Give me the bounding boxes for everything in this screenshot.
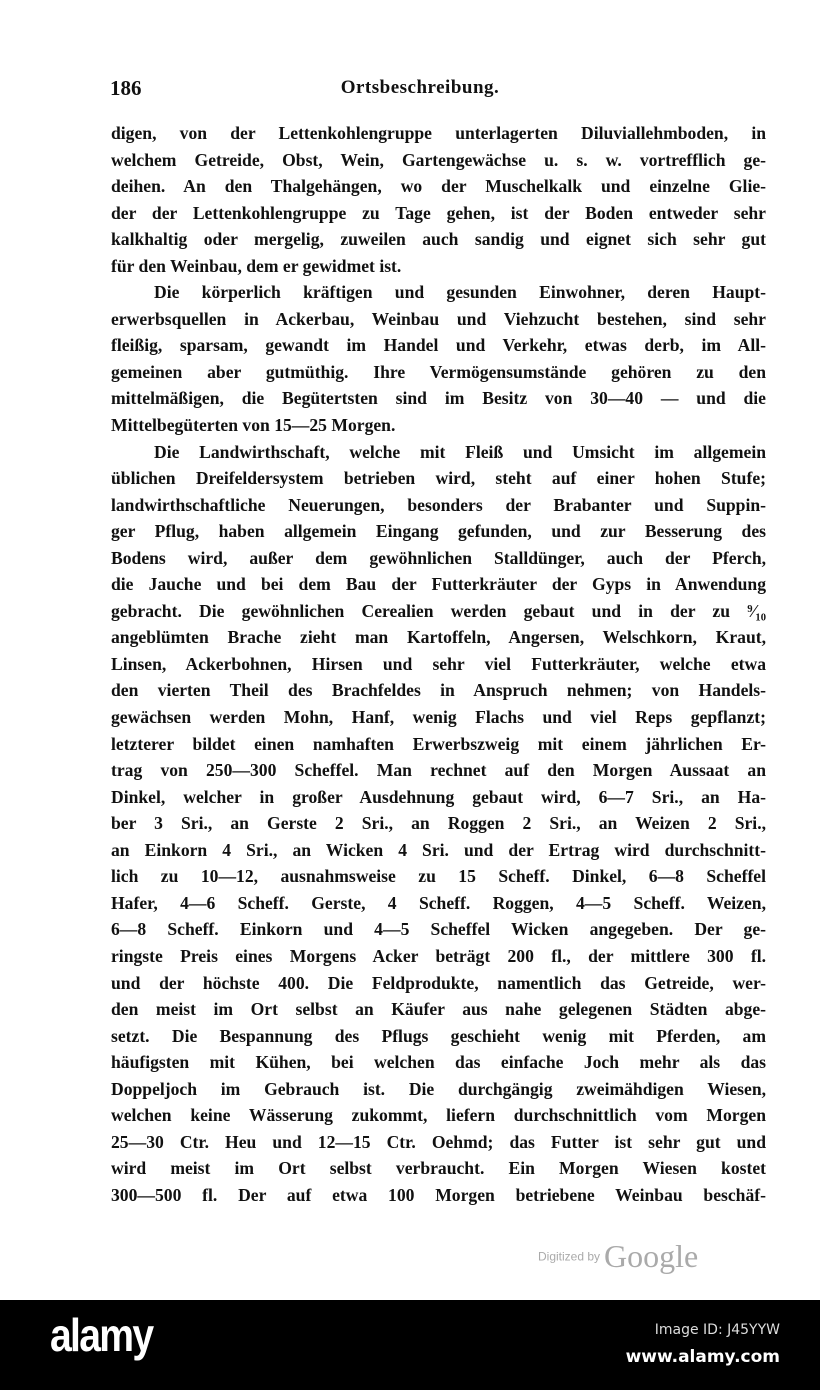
text-line: letzterer bildet einen namhaften Erwerbszweig mit einem jährlichen Er- <box>111 733 766 754</box>
text-line: Die körperlich kräftigen und gesunden Einwohner, deren Haupt- <box>154 282 766 303</box>
paragraph <box>111 439 766 1209</box>
text-line: der der Lettenkohlengruppe zu Tage gehen, ist der Boden entweder sehr <box>111 202 766 223</box>
body-text <box>111 120 766 1208</box>
text-line: erwerbsquellen in Ackerbau, Weinbau und Viehzucht bestehen, sind sehr <box>111 308 766 329</box>
paragraph <box>111 120 766 279</box>
running-head: Ortsbeschreibung. <box>340 77 500 98</box>
text-line: Die Landwirthschaft, welche mit Fleiß und Umsicht im allgemein <box>154 441 766 462</box>
text-line: kalkhaltig oder mergelig, zuweilen auch sandig und eignet sich sehr gut <box>111 229 766 250</box>
text-line: digen, von der Lettenkohlengruppe unterlagerten Diluviallehmboden, in <box>111 123 766 143</box>
text-line: angeblümten Brache zieht man Kartoffeln, Angersen, Welschkorn, Kraut, <box>111 627 766 648</box>
watermark-prefix: Digitized by <box>538 1249 601 1264</box>
text-line: die Jauche und bei dem Bau der Futterkräuter der Gyps in Anwendung <box>111 574 766 595</box>
text-line: trag von 250—300 Scheffel. Man rechnet auf den Morgen Aussaat an <box>111 760 766 781</box>
google-logo: Google <box>604 1238 699 1274</box>
google-watermark <box>538 1238 698 1275</box>
text-line: wird meist im Ort selbst verbraucht. Ein Morgen Wiesen kostet <box>111 1158 766 1179</box>
text-line: gewächsen werden Mohn, Hanf, wenig Flachs und viel Reps gepflanzt; <box>111 707 766 728</box>
page-number: 186 <box>110 76 142 100</box>
text-line: den meist im Ort selbst an Käufer aus nahe gelegenen Städten abge- <box>111 999 766 1020</box>
text-line: ber 3 Sri., an Gerste 2 Sri., an Roggen 2 Sri., an Weizen 2 Sri., <box>111 813 766 834</box>
text-line: setzt. Die Bespannung des Pflugs geschieht wenig mit Pferden, am <box>111 1025 766 1046</box>
text-line: häufigsten mit Kühen, bei welchen das einfache Joch mehr als das <box>111 1052 766 1073</box>
text-line: welchen keine Wässerung zukommt, liefern durchschnittlich vom Morgen <box>111 1105 766 1126</box>
text-line: Hafer, 4—6 Scheff. Gerste, 4 Scheff. Roggen, 4—5 Scheff. Weizen, <box>111 892 766 913</box>
text-line: gebracht. Die gewöhnlichen Cerealien werden gebaut und in der zu ⁹⁄₁₀ <box>111 600 766 621</box>
alamy-url: www.alamy.com <box>625 1347 780 1367</box>
stock-banner <box>0 1300 820 1390</box>
text-line: den vierten Theil des Brachfeldes in Anspruch nehmen; von Handels- <box>111 680 766 701</box>
text-line: mittelmäßigen, die Begütertsten sind im Besitz von 30—40 — und die <box>111 388 766 409</box>
paragraph <box>111 279 766 438</box>
text-line: Dinkel, welcher in großer Ausdehnung gebaut wird, 6—7 Sri., an Ha- <box>111 786 766 807</box>
text-line: an Einkorn 4 Sri., an Wicken 4 Sri. und der Ertrag wird durchschnitt- <box>111 839 766 860</box>
text-line: üblichen Dreifeldersystem betrieben wird, steht auf einer hohen Stufe; <box>111 468 766 489</box>
text-line: Linsen, Ackerbohnen, Hirsen und sehr viel Futterkräuter, welche etwa <box>111 653 766 674</box>
text-line: deihen. An den Thalgehängen, wo der Muschelkalk und einzelne Glie- <box>111 176 766 197</box>
text-line: ringste Preis eines Morgens Acker beträgt 200 fl., der mittlere 300 fl. <box>111 945 766 966</box>
text-line: 25—30 Ctr. Heu und 12—15 Ctr. Oehmd; das Futter ist sehr gut und <box>111 1131 766 1152</box>
text-line: für den Weinbau, dem er gewidmet ist. <box>111 255 402 276</box>
text-line: gemeinen aber gutmüthig. Ihre Vermögensumstände gehören zu den <box>111 361 766 382</box>
text-line: fleißig, sparsam, gewandt im Handel und Verkehr, etwas derb, im All- <box>111 335 766 356</box>
image-id: Image ID: J45YYW <box>654 1322 780 1338</box>
text-line: Mittelbegüterten von 15—25 Morgen. <box>111 415 396 436</box>
text-line: Doppeljoch im Gebrauch ist. Die durchgängig zweimähdigen Wiesen, <box>111 1078 766 1099</box>
text-line: ger Pflug, haben allgemein Eingang gefunden, und zur Besserung des <box>111 521 766 542</box>
text-line: landwirthschaftliche Neuerungen, besonders der Brabanter und Suppin- <box>111 494 766 515</box>
text-line: welchem Getreide, Obst, Wein, Gartengewächse u. s. w. vortrefflich ge- <box>111 149 766 170</box>
text-line: und der höchste 400. Die Feldprodukte, namentlich das Getreide, wer- <box>111 972 766 993</box>
text-line: Bodens wird, außer dem gewöhnlichen Stalldünger, auch der Pferch, <box>111 547 766 568</box>
text-line: lich zu 10—12, ausnahmsweise zu 15 Scheff. Dinkel, 6—8 Scheffel <box>111 866 766 887</box>
text-line: 300—500 fl. Der auf etwa 100 Morgen betriebene Weinbau beschäf- <box>111 1184 766 1205</box>
text-line: 6—8 Scheff. Einkorn und 4—5 Scheffel Wicken angegeben. Der ge- <box>111 919 766 940</box>
alamy-logo: alamy <box>50 1309 153 1361</box>
